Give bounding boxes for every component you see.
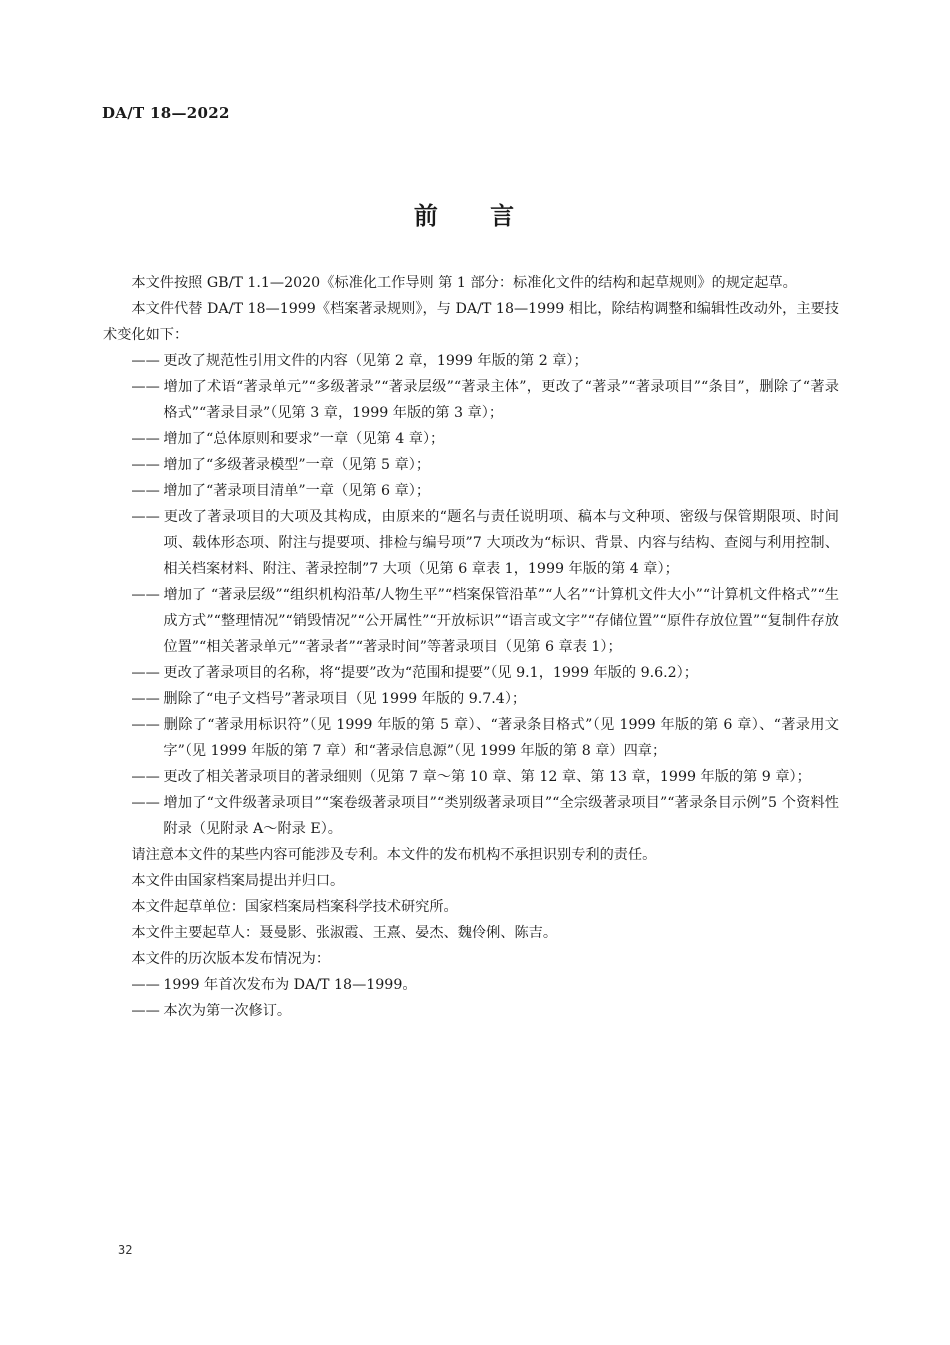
history-intro: 本文件的历次版本发布情况为： [131, 951, 331, 967]
page-number: 32 [118, 1243, 133, 1257]
drafting-unit: 本文件起草单位：国家档案局档案科学技术研究所。 [131, 899, 458, 915]
change-item-text: 更改了相关著录项目的著录细则（见第 7 章～第 10 章、第 12 章、第 13 章，1999 年版的第 9 章）； [163, 769, 811, 785]
change-item [103, 426, 839, 452]
change-item [103, 582, 839, 660]
dash-mark: —— [131, 691, 160, 707]
foreword-body [103, 270, 839, 1024]
proposer-statement: 本文件由国家档案局提出并归口。 [131, 873, 345, 889]
change-item-text: 增加了“著录项目清单”一章（见第 6 章）； [163, 483, 431, 499]
change-item [103, 790, 839, 842]
change-item-text: 增加了“文件级著录项目”“案卷级著录项目”“类别级著录项目”“全宗级著录项目”“著录条目示例”5 个资料性附录（见附录 A～附录 E）。 [163, 795, 839, 837]
change-item-text: 删除了“著录用标识符”（见 1999 年版的第 5 章）、“著录条目格式”（见 1999 年版的第 6 章）、“著录用文字”（见 1999 年版的第 7 章）和“著录信息源”（见 1999 年版的第 8 章）四章； [163, 717, 839, 759]
change-item [103, 764, 839, 790]
history-item [103, 972, 839, 998]
change-item-text: 增加了“多级著录模型”一章（见第 5 章）； [163, 457, 431, 473]
change-item [103, 478, 839, 504]
dash-mark: —— [131, 717, 160, 733]
patent-notice: 请注意本文件的某些内容可能涉及专利。本文件的发布机构不承担识别专利的责任。 [131, 847, 657, 863]
change-item-text: 删除了“电子文档号”著录项目（见 1999 年版的 9.7.4）； [163, 691, 527, 707]
change-item-text: 更改了规范性引用文件的内容（见第 2 章，1999 年版的第 2 章）； [163, 353, 588, 369]
dash-mark: —— [131, 795, 160, 811]
change-item-text: 更改了著录项目的大项及其构成，由原来的“题名与责任说明项、稿本与文种项、密级与保管期限项、时间项、载体形态项、附注与提要项、排检与编号项”7 大项改为“标识、背景、内容与结构、查阅与利用控制、相关档案材料、附注、著录控制”7 大项（见第 6 章表 1，1999 年版的第 4 章）； [163, 509, 839, 577]
dash-mark: —— [131, 431, 160, 447]
change-item-text: 增加了 “著录层级”“组织机构沿革/人物生平”“档案保管沿革”“人名”“计算机文件大小”“计算机文件格式”“生成方式”“整理情况”“销毁情况”“公开属性”“开放标识”“语言或文字”“存储位置”“原件存放位置”“复制件存放位置”“相关著录单元”“著录者”“著录时间”等著录项目（见第 6 章表 1）； [163, 587, 839, 655]
history-item-text: 1999 年首次发布为 DA/T 18—1999。 [163, 977, 417, 993]
change-item [103, 686, 839, 712]
drafters: 本文件主要起草人：聂曼影、张淑霞、王熹、晏杰、魏伶俐、陈吉。 [131, 925, 558, 941]
paragraph-drafting-basis: 本文件按照 GB/T 1.1—2020《标准化工作导则 第 1 部分：标准化文件的结构和起草规则》的规定起草。 [131, 275, 797, 291]
history-item-text: 本次为第一次修订。 [163, 1003, 292, 1019]
change-item-text: 增加了“总体原则和要求”一章（见第 4 章）； [163, 431, 445, 447]
dash-mark: —— [131, 457, 160, 473]
paragraph-replacement: 本文件代替 DA/T 18—1999《档案著录规则》，与 DA/T 18—1999 相比，除结构调整和编辑性改动外，主要技术变化如下： [103, 301, 839, 343]
change-item [103, 348, 839, 374]
change-item [103, 660, 839, 686]
dash-mark: —— [131, 587, 160, 603]
dash-mark: —— [131, 353, 160, 369]
dash-mark: —— [131, 977, 160, 993]
page-title: 前 言 [413, 202, 537, 230]
dash-mark: —— [131, 379, 160, 395]
dash-mark: —— [131, 769, 160, 785]
change-item-text: 增加了术语“著录单元”“多级著录”“著录层级”“著录主体”，更改了“著录”“著录项目”“条目”，删除了“著录格式”“著录目录”（见第 3 章，1999 年版的第 3 章）； [163, 379, 839, 421]
dash-mark: —— [131, 509, 160, 525]
standard-code: DA/T 18—2022 [102, 104, 230, 122]
change-item [103, 712, 839, 764]
change-item [103, 374, 839, 426]
change-item [103, 452, 839, 478]
dash-mark: —— [131, 665, 160, 681]
dash-mark: —— [131, 483, 160, 499]
change-item-text: 更改了著录项目的名称，将“提要”改为“范围和提要”（见 9.1，1999 年版的 9.6.2）； [163, 665, 698, 681]
change-item [103, 504, 839, 582]
dash-mark: —— [131, 1003, 160, 1019]
history-item [103, 998, 839, 1024]
